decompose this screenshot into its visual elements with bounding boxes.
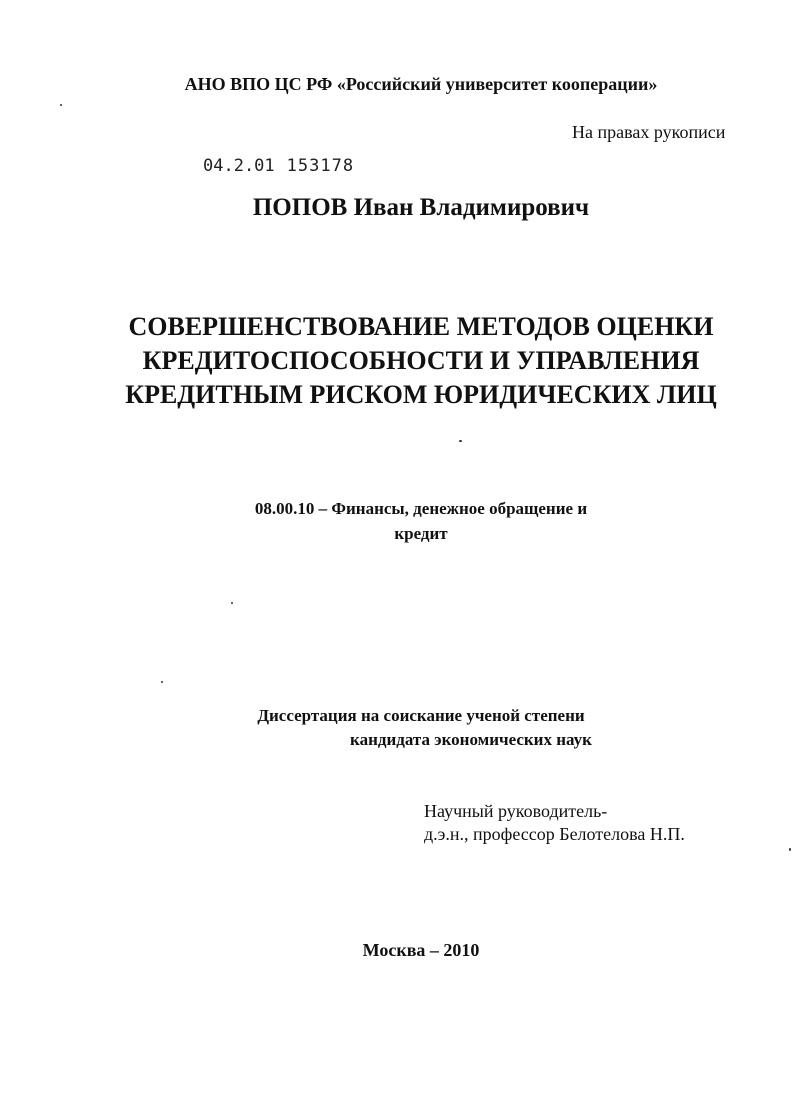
scientific-supervisor [424,800,685,846]
registry-stamp-code: 04.2.01 [203,156,275,176]
registry-stamp [203,156,354,176]
supervisor-line: д.э.н., профессор Белотелова Н.П. [424,824,685,844]
specialty [0,496,796,546]
scan-speck [789,848,791,851]
title-line: КРЕДИТНЫМ РИСКОМ ЮРИДИЧЕСКИХ ЛИЦ [125,380,717,409]
supervisor-line: Научный руководитель- [424,801,608,821]
scan-speck [459,440,462,442]
scan-speck [60,104,62,106]
title-line: СОВЕРШЕНСТВОВАНИЕ МЕТОДОВ ОЦЕНКИ [128,312,714,341]
degree-line: кандидата экономических наук [350,730,592,749]
scan-speck [231,602,233,604]
registry-stamp-number: 153178 [286,156,355,176]
degree-line: Диссертация на соискание ученой степени [257,706,585,725]
manuscript-rights-note: На правах рукописи [572,122,726,142]
city-and-year: Москва – 2010 [362,940,480,960]
organization-name: АНО ВПО ЦС РФ «Российский университет кооперации» [184,74,658,94]
title-line: КРЕДИТОСПОСОБНОСТИ И УПРАВЛЕНИЯ [142,346,700,375]
dissertation-title [60,310,782,412]
specialty-line: 08.00.10 – Финансы, денежное обращение и [254,499,588,518]
scan-speck [161,681,163,683]
author-name: ПОПОВ Иван Владимирович [252,194,590,221]
degree-statement [0,704,796,752]
specialty-line: кредит [394,524,448,543]
